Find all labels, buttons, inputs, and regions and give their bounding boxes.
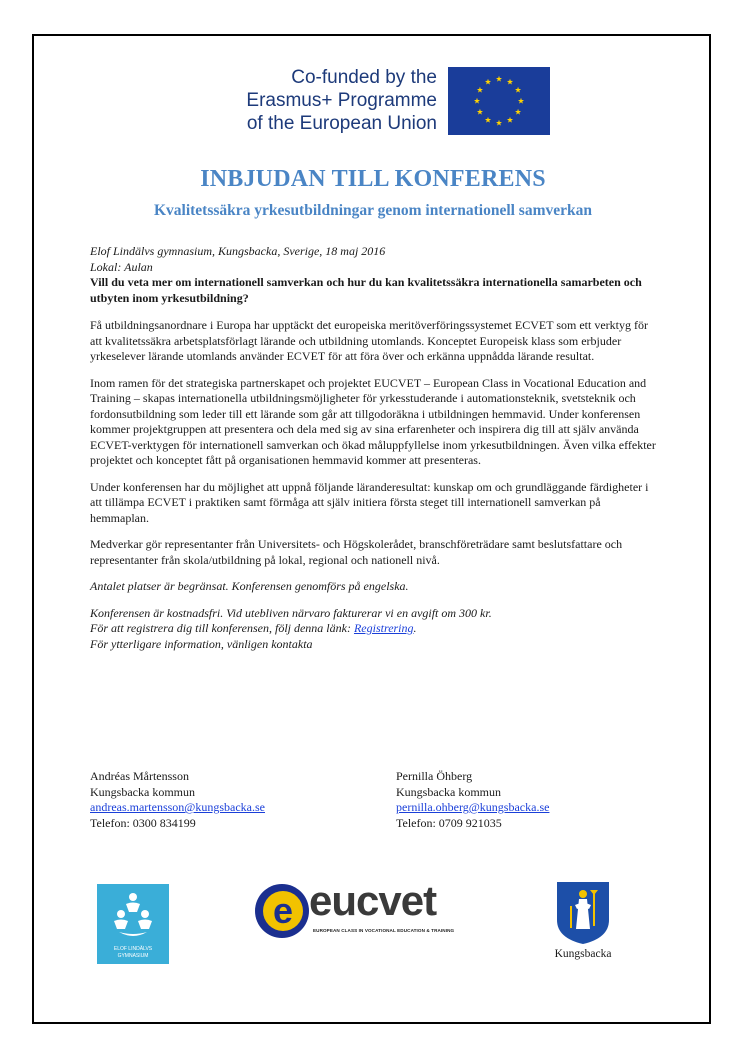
note-cost: Konferensen är kostnadsfri. Vid utebliven närvaro fakturerar vi en avgift om 300 kr. <box>90 605 492 620</box>
eu-star-icon <box>477 87 483 93</box>
contact-phone: Telefon: 0300 834199 <box>90 815 196 830</box>
register-suffix: . <box>413 621 417 635</box>
event-place-date: Elof Lindälvs gymnasium, Kungsbacka, Sverige, 18 maj 2016 <box>90 244 386 258</box>
eucvet-wordmark: eucvet <box>309 877 437 924</box>
eucvet-e-letter: e <box>272 890 294 931</box>
eu-star-icon <box>496 120 502 126</box>
erasmus-line-2: Erasmus+ Programme <box>246 90 437 111</box>
eu-star-icon <box>515 87 521 93</box>
eu-flag-icon <box>448 67 550 135</box>
paragraph-3: Under konferensen har du möjlighet att uppnå följande läranderesultat: kunskap om och grundläggande färdigheter i att tillämpa ECVET i praktiken samt förmåga att själv initiera första steget till internationell samverkan på hemmaplan. <box>90 479 649 525</box>
paragraph-2: Inom ramen för det strategiska partnerskapet och projektet EUCVET – European Class in Vocational Education and Training – skapas internationella utbildningsmöjligheter för yrkesstuderande i automationsteknik, svetsteknik och fordonsutbildning som leder till ett lärande som går att tillgodoräkna i utbildningen hemmavid. Under konferensen kommer projektgruppen att presentera och dela med sig av sina erfarenheter och inspirera dig till att själv använda ECVET-verktygen för internationell samverkan och ökad måluppfyllelse inom yrkesutbildningen. Även vilka effekter projektet och konceptet fått på organisationen hemmavid kommer att presenteras. <box>90 375 656 467</box>
contact-card-2 <box>396 769 626 831</box>
kungsbacka-coat-of-arms-icon <box>553 880 613 946</box>
elof-logo-name: ELOF LINDÄLVS <box>113 946 153 952</box>
invitation-body <box>90 244 660 652</box>
erasmus-logo <box>205 66 550 138</box>
kungsbacka-logo <box>553 880 613 964</box>
lead-question: Vill du veta mer om internationell samverkan och hur du kan kvalitetssäkra internationella samarbeten och utbyten inom yrkesutbildning? <box>90 275 642 305</box>
note-limited: Antalet platser är begränsat. Konferensen genomförs på engelska. <box>90 579 409 593</box>
kungsbacka-label: Kungsbacka <box>554 948 612 960</box>
contact-name: Pernilla Öhberg <box>396 769 473 783</box>
eucvet-e-icon <box>254 881 314 941</box>
elof-logo-school: GYMNASIUM <box>117 953 149 959</box>
erasmus-text <box>205 66 437 135</box>
erasmus-line-1: Co-funded by the <box>291 67 437 88</box>
contact-email-link[interactable]: andreas.martensson@kungsbacka.se <box>90 800 265 814</box>
eu-star-icon <box>507 117 513 123</box>
eu-star-icon <box>474 98 480 104</box>
contact-card-1 <box>90 769 320 831</box>
contact-email-link[interactable]: pernilla.ohberg@kungsbacka.se <box>396 800 550 814</box>
page-subtitle: Kvalitetssäkra yrkesutbildningar genom internationell samverkan <box>153 202 593 219</box>
eu-star-icon <box>496 76 502 82</box>
eu-stars <box>448 67 550 135</box>
eucvet-logo <box>254 877 464 941</box>
contact-phone: Telefon: 0709 921035 <box>396 815 502 830</box>
registration-link[interactable]: Registrering <box>353 621 414 635</box>
elof-people-icon <box>97 884 169 944</box>
eucvet-tagline: EUROPEAN CLASS IN VOCATIONAL EDUCATION & TRAINING <box>313 928 455 933</box>
elof-lindalvs-logo <box>97 884 169 964</box>
eu-star-icon <box>485 79 491 85</box>
paragraph-1: Få utbildningsanordnare i Europa har upptäckt det europeiska meritöverföringssystemet ECVET som ett verktyg för att kvalitetssäkra arbetsplatsförlagt lärande och utbildning utomlands. Konceptet Europeisk klass som erbjuder yrkeselever lärande utomlands använder ECVET för att föra över och erkänna uppnådda lärande resultat. <box>90 318 648 363</box>
eu-star-icon <box>477 109 483 115</box>
eu-star-icon <box>518 98 524 104</box>
paragraph-4: Medverkar gör representanter från Universitets- och Högskolerådet, branschföreträdare samt beslutsfattare och representanter från skola/utbildning på lokal, regional och nationell nivå. <box>90 537 623 567</box>
eu-star-icon <box>485 117 491 123</box>
eu-star-icon <box>507 79 513 85</box>
eu-star-icon <box>515 109 521 115</box>
erasmus-line-3: of the European Union <box>246 113 437 134</box>
contact-name: Andréas Mårtensson <box>90 769 189 783</box>
note-more-info: För ytterligare information, vänligen kontakta <box>90 636 313 651</box>
contact-org: Kungsbacka kommun <box>396 784 501 799</box>
contact-org: Kungsbacka kommun <box>90 784 195 799</box>
register-prefix: För att registrera dig till konferensen, följ denna länk: <box>90 621 354 635</box>
note-register <box>90 621 660 637</box>
event-venue: Lokal: Aulan <box>90 259 153 274</box>
page-title: INBJUDAN TILL KONFERENS <box>200 166 546 192</box>
